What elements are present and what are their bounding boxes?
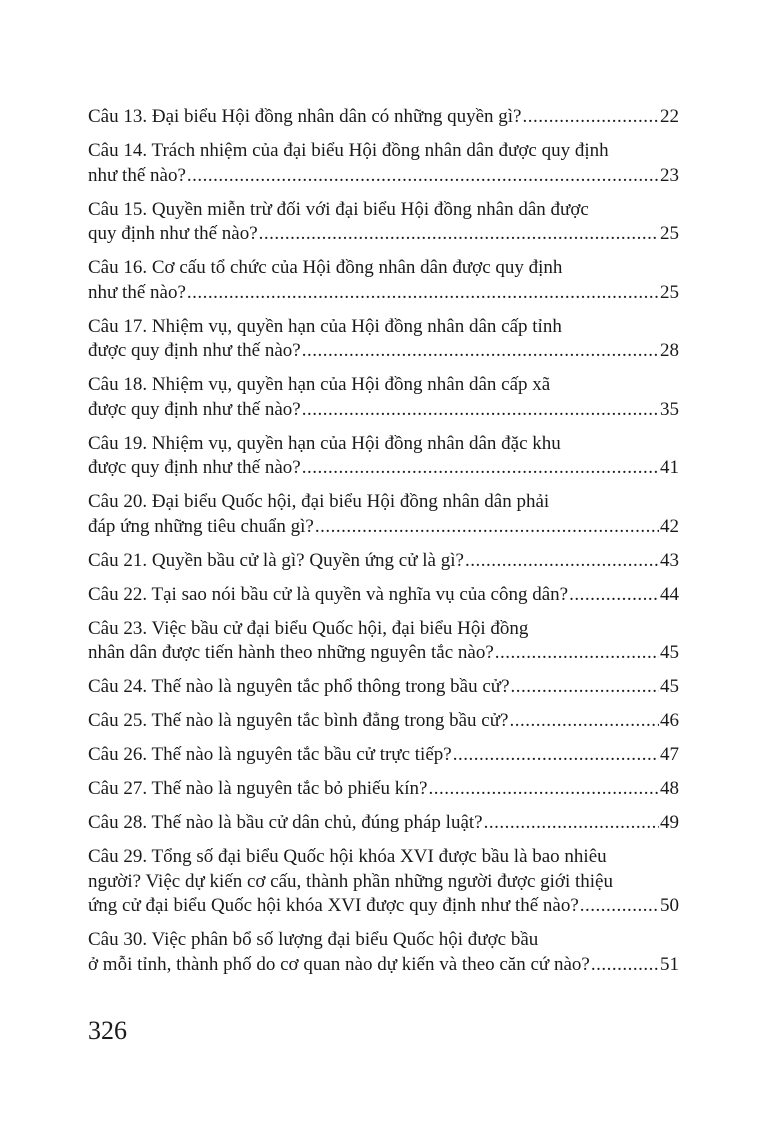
toc-page-number: 45 — [660, 642, 679, 663]
toc-entry-text: Câu 17. Nhiệm vụ, quyền hạn của Hội đồng nhân dân cấp tỉnh — [88, 315, 562, 337]
dot-leader — [484, 811, 659, 836]
toc-page-number: 43 — [660, 549, 679, 571]
toc-entry[interactable] — [88, 549, 679, 574]
dot-leader — [428, 777, 659, 802]
toc-entry[interactable] — [88, 432, 679, 481]
toc-entry-text: như thế nào? — [88, 281, 186, 303]
toc-entry-line — [88, 777, 679, 802]
toc-page-number: 23 — [660, 164, 679, 186]
toc-entry-line — [88, 490, 679, 515]
toc-entry[interactable] — [88, 373, 679, 422]
toc-entry-line — [88, 222, 679, 247]
dot-leader — [187, 281, 659, 306]
toc-entry-text: Câu 28. Thế nào là bầu cử dân chủ, đúng pháp luật? — [88, 812, 483, 833]
toc-page-number: 25 — [660, 223, 679, 244]
toc-entry-line — [88, 845, 679, 870]
toc-entry-text: Câu 15. Quyền miễn trừ đối với đại biểu Hội đồng nhân dân được — [88, 198, 589, 220]
toc-entry-line — [88, 432, 679, 457]
dot-leader — [315, 515, 659, 540]
toc-page-number: 49 — [660, 812, 679, 833]
toc-entry-text: được quy định như thế nào? — [88, 340, 301, 361]
toc-entry-line — [88, 549, 679, 574]
toc-page-number: 42 — [660, 515, 679, 537]
toc-entry-line — [88, 709, 679, 734]
toc-entry[interactable] — [88, 777, 679, 802]
toc-entry[interactable] — [88, 617, 679, 666]
toc-entry-text: đáp ứng những tiêu chuẩn gì? — [88, 515, 314, 537]
toc-entry-line — [88, 339, 679, 364]
toc-entry-line — [88, 281, 679, 306]
toc-entry[interactable] — [88, 928, 679, 977]
toc-entry-text: Câu 26. Thế nào là nguyên tắc bầu cử trực tiếp? — [88, 744, 452, 765]
toc-entry-text: Câu 16. Cơ cấu tổ chức của Hội đồng nhân dân được quy định — [88, 257, 563, 278]
toc-entry-line — [88, 641, 679, 666]
toc-entry-line — [88, 315, 679, 340]
toc-entry-text: nhân dân được tiến hành theo những nguyên tắc nào? — [88, 642, 494, 663]
toc-entry-text: Câu 22. Tại sao nói bầu cử là quyền và nghĩa vụ của công dân? — [88, 583, 569, 605]
dot-leader — [569, 583, 659, 608]
toc-entry[interactable] — [88, 490, 679, 539]
toc-page-number: 22 — [660, 106, 679, 127]
toc-entry-line — [88, 198, 679, 223]
toc-entry[interactable] — [88, 198, 679, 247]
toc-entry-text: Câu 14. Trách nhiệm của đại biểu Hội đồng nhân dân được quy định — [88, 140, 609, 161]
dot-leader — [465, 549, 659, 574]
toc-page-number: 48 — [660, 778, 679, 799]
toc-entry-text: người? Việc dự kiến cơ cấu, thành phần những người được giới thiệu — [88, 870, 613, 892]
toc-entry-text: quy định như thế nào? — [88, 223, 258, 244]
toc-entry-text: Câu 27. Thế nào là nguyên tắc bỏ phiếu kín? — [88, 778, 428, 799]
toc-page-number: 41 — [660, 457, 679, 478]
toc-entry[interactable] — [88, 709, 679, 734]
toc-entry-line — [88, 894, 679, 919]
toc-page-number: 44 — [660, 583, 679, 605]
toc-entry-text: được quy định như thế nào? — [88, 398, 301, 420]
toc-entry-line — [88, 583, 679, 608]
toc-entry-line — [88, 105, 679, 130]
toc-entry-text: ở mỗi tỉnh, thành phố do cơ quan nào dự kiến và theo căn cứ nào? — [88, 953, 590, 975]
table-of-contents — [88, 105, 679, 987]
dot-leader — [509, 709, 659, 734]
toc-entry-line — [88, 456, 679, 481]
toc-entry[interactable] — [88, 845, 679, 919]
toc-entry-line — [88, 870, 679, 895]
toc-entry-line — [88, 811, 679, 836]
dot-leader — [591, 953, 659, 978]
toc-entry[interactable] — [88, 743, 679, 768]
toc-entry-line — [88, 373, 679, 398]
dot-leader — [453, 743, 659, 768]
toc-entry-text: Câu 23. Việc bầu cử đại biểu Quốc hội, đại biểu Hội đồng — [88, 617, 529, 639]
toc-entry-text: Câu 13. Đại biểu Hội đồng nhân dân có những quyền gì? — [88, 106, 522, 127]
toc-entry-text: Câu 19. Nhiệm vụ, quyền hạn của Hội đồng nhân dân đặc khu — [88, 432, 561, 454]
toc-entry-text: Câu 29. Tổng số đại biểu Quốc hội khóa XVI được bầu là bao nhiêu — [88, 846, 607, 867]
toc-page-number: 45 — [660, 676, 679, 697]
dot-leader — [511, 675, 659, 700]
toc-entry-text: được quy định như thế nào? — [88, 457, 301, 478]
toc-page-number: 47 — [660, 744, 679, 765]
toc-page-number: 50 — [660, 895, 679, 916]
toc-entry-text: Câu 20. Đại biểu Quốc hội, đại biểu Hội đồng nhân dân phải — [88, 491, 550, 512]
toc-entry-text: Câu 25. Thế nào là nguyên tắc bình đẳng trong bầu cử? — [88, 710, 509, 731]
toc-entry-line — [88, 953, 679, 978]
toc-page-number: 25 — [660, 281, 679, 303]
toc-entry-text: Câu 18. Nhiệm vụ, quyền hạn của Hội đồng nhân dân cấp xã — [88, 374, 551, 395]
toc-entry-line — [88, 139, 679, 164]
dot-leader — [302, 339, 659, 364]
toc-entry[interactable] — [88, 256, 679, 305]
toc-entry-text: Câu 21. Quyền bầu cử là gì? Quyền ứng cử là gì? — [88, 549, 464, 571]
toc-page-number: 28 — [660, 340, 679, 361]
toc-page-number: 35 — [660, 398, 679, 420]
toc-page-number: 51 — [660, 953, 679, 975]
toc-entry[interactable] — [88, 315, 679, 364]
dot-leader — [523, 105, 660, 130]
toc-entry-line — [88, 675, 679, 700]
dot-leader — [495, 641, 659, 666]
toc-entry-text: ứng cử đại biểu Quốc hội khóa XVI được quy định như thế nào? — [88, 895, 579, 916]
toc-entry-line — [88, 515, 679, 540]
toc-entry[interactable] — [88, 139, 679, 188]
toc-entry-line — [88, 617, 679, 642]
toc-entry[interactable] — [88, 675, 679, 700]
toc-entry-text: như thế nào? — [88, 164, 186, 186]
toc-entry-line — [88, 743, 679, 768]
dot-leader — [302, 456, 659, 481]
toc-entry[interactable] — [88, 811, 679, 836]
toc-entry-line — [88, 928, 679, 953]
toc-entry[interactable] — [88, 583, 679, 608]
toc-entry-line — [88, 164, 679, 189]
dot-leader — [187, 164, 659, 189]
toc-entry-text: Câu 24. Thế nào là nguyên tắc phổ thông trong bầu cử? — [88, 676, 510, 697]
toc-entry-text: Câu 30. Việc phân bổ số lượng đại biểu Quốc hội được bầu — [88, 929, 539, 950]
toc-page-number: 46 — [660, 710, 679, 731]
toc-entry-line — [88, 398, 679, 423]
dot-leader — [302, 398, 659, 423]
page-number: 326 — [88, 1016, 127, 1045]
toc-entry-line — [88, 256, 679, 281]
dot-leader — [580, 894, 659, 919]
toc-entry[interactable] — [88, 105, 679, 130]
dot-leader — [259, 222, 659, 247]
